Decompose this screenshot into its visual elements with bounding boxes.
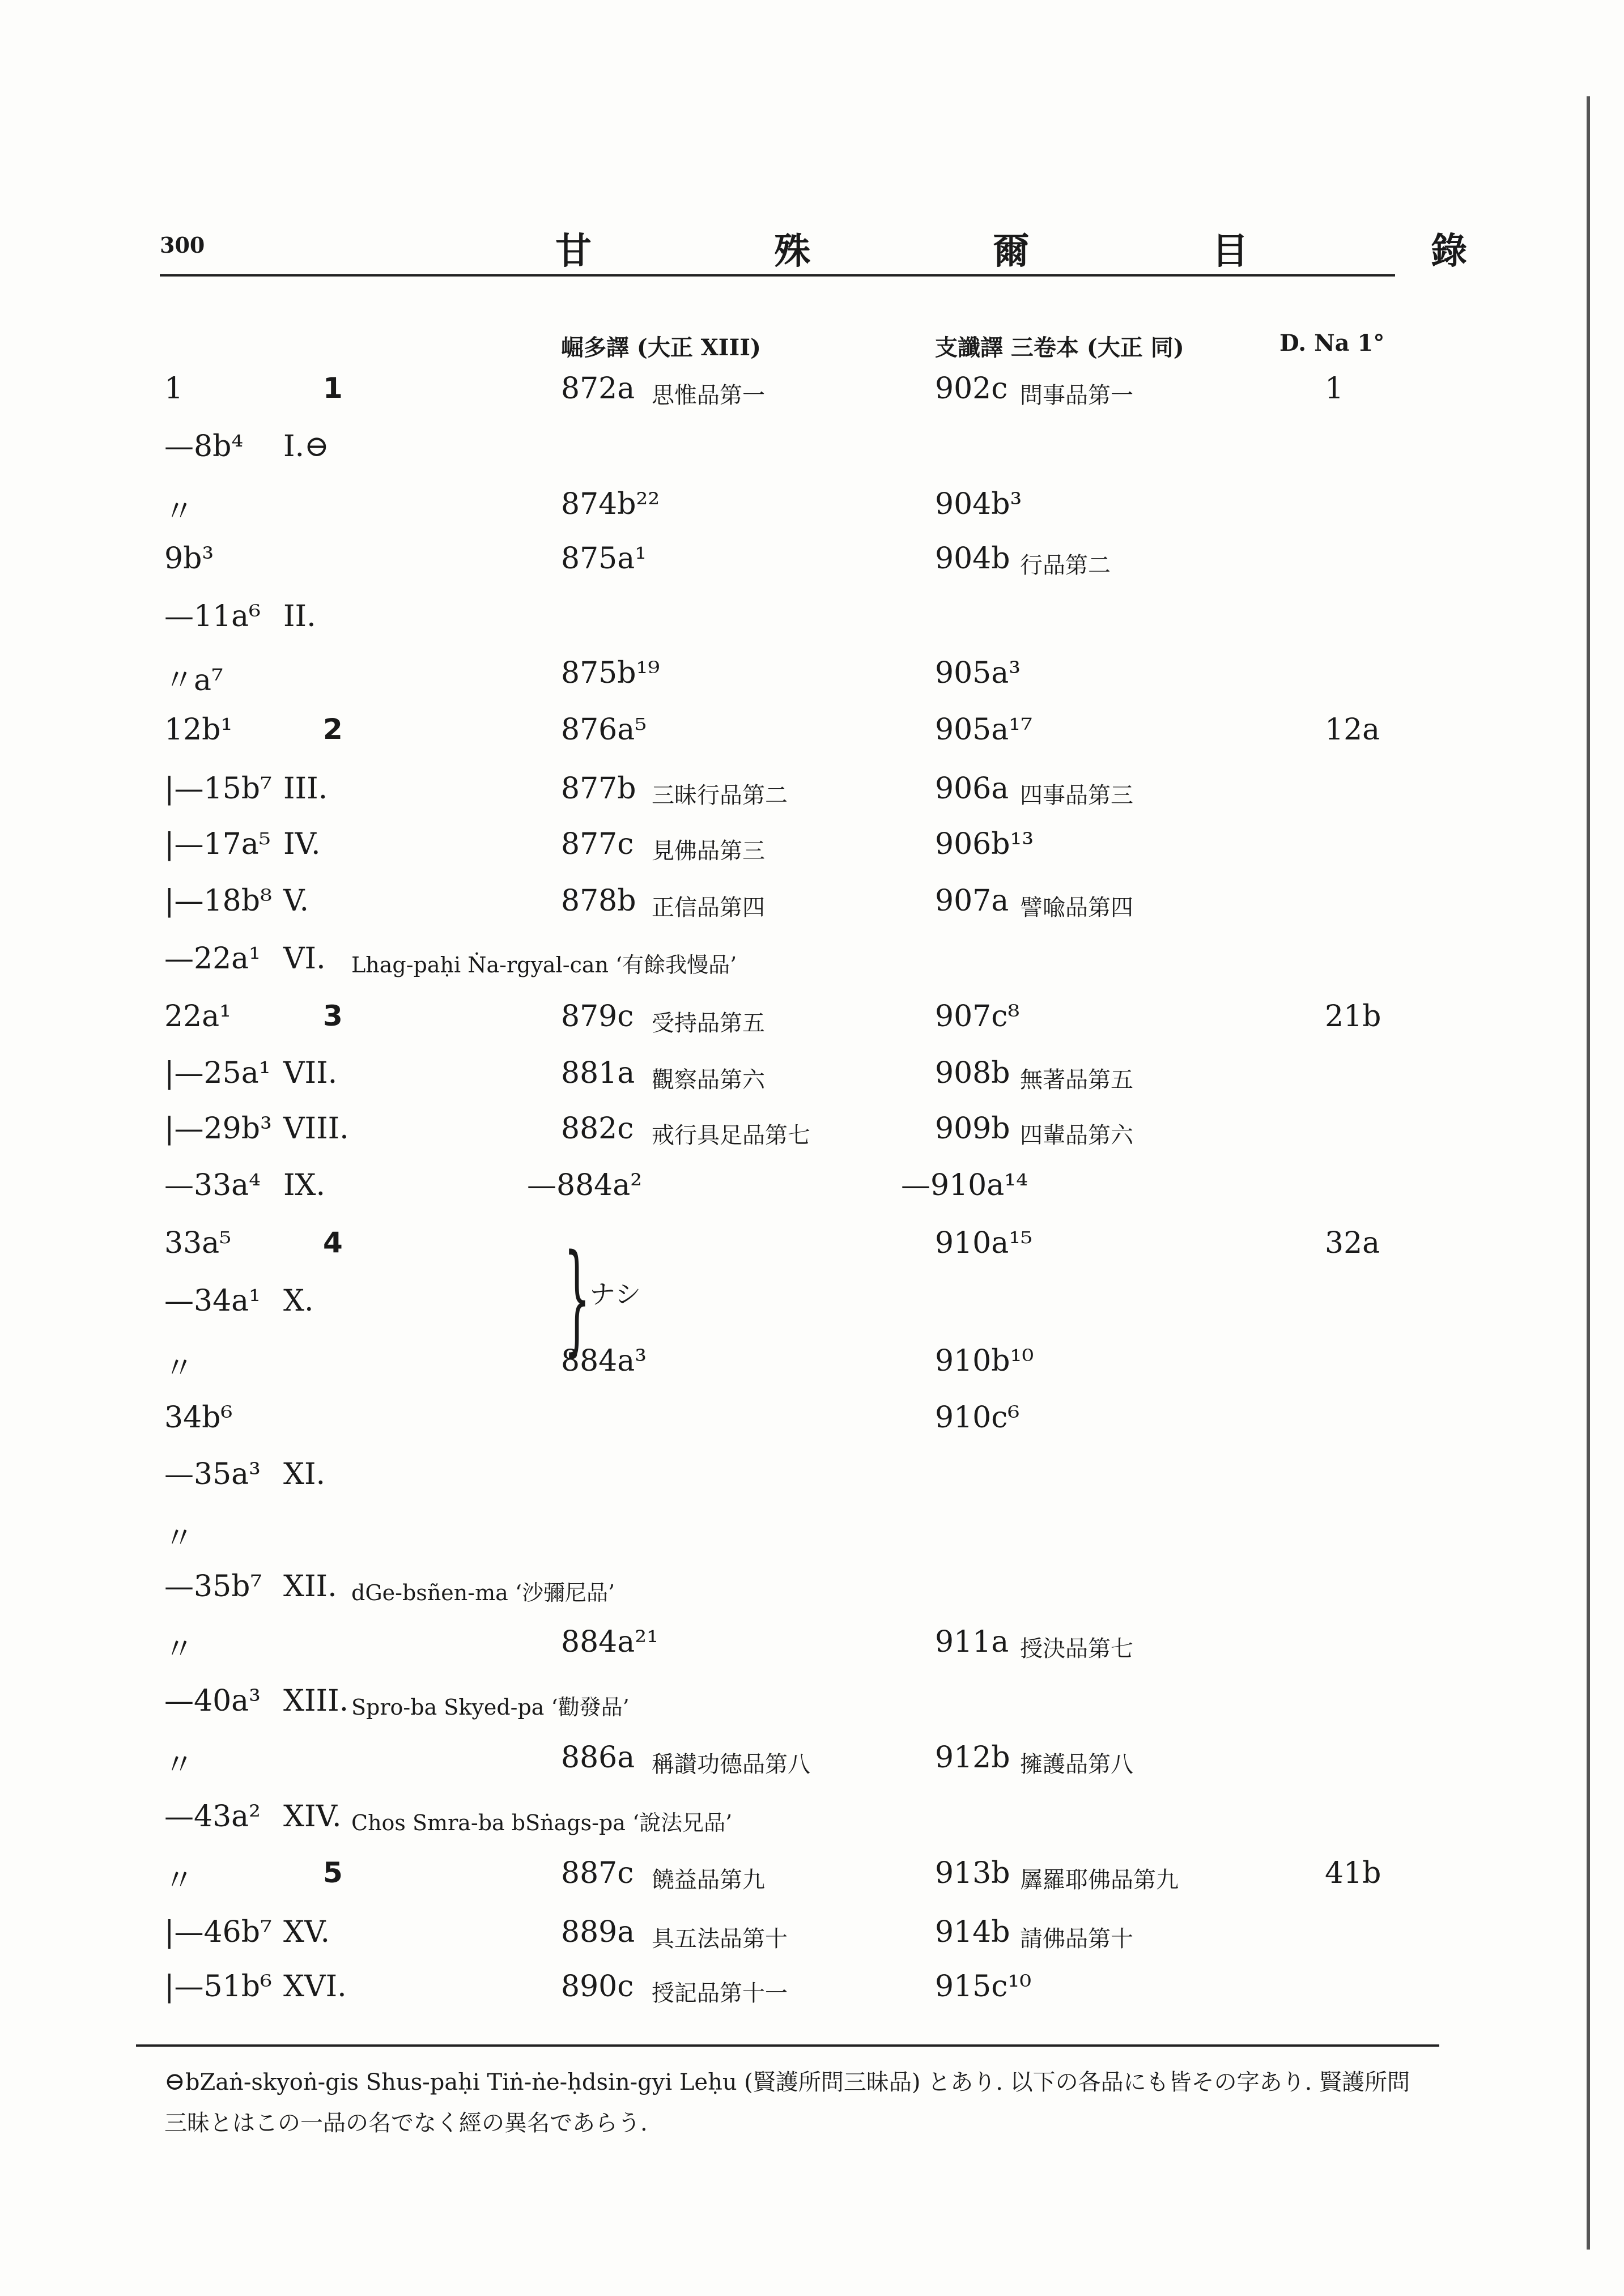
folio-ref: —35a³ <box>164 1457 261 1491</box>
column-header-a: 崛多譯 (大正 XIII) <box>561 334 761 361</box>
folio-ref: 〃 <box>164 1864 194 1898</box>
ref-b: 902c <box>935 372 1008 406</box>
table-row <box>0 1625 1624 1666</box>
title-b: 羼羅耶佛品第九 <box>1020 1867 1179 1893</box>
chapter-number: XV. <box>283 1915 330 1949</box>
footnote-text: bZaṅ-skyoṅ-gis Shus-paḥi Tiṅ-ṅe-ḥdsin-gyi Leḥu (賢護所問三昧品) とあり. 以下の各品にも皆その字あり. 賢護所問三昧とはこの一品の名でなく經の異名であらう. <box>164 2069 1410 2136</box>
volume-number: 5 <box>323 1856 343 1889</box>
table-row <box>0 487 1624 529</box>
table-row <box>0 1112 1624 1149</box>
page-edge <box>1587 96 1590 2250</box>
table-row <box>0 372 1624 409</box>
folio-ref: |—15b⁷ <box>164 772 272 806</box>
ref-b: 904b <box>935 542 1010 576</box>
ref-b: 908b <box>935 1056 1010 1090</box>
running-title: 甘 殊 爾 目 錄 <box>555 230 1553 273</box>
table-row <box>0 542 1624 579</box>
table-row <box>0 1514 1624 1555</box>
chapter-number: XI. <box>283 1457 326 1491</box>
ref-b: 906b¹³ <box>935 827 1034 861</box>
folio-ref: 〃 <box>164 1748 194 1782</box>
table-row <box>0 1284 1624 1318</box>
chapter-number: XII. <box>283 1570 337 1604</box>
ref-a: 890c <box>561 1970 634 2004</box>
chapter-number: VI. <box>283 942 326 976</box>
chapter-title: Chos Smra-ba bSṅags-pa ‘說法兄品’ <box>351 1810 733 1835</box>
ref-b: 910b¹⁰ <box>935 1344 1034 1378</box>
title-a: 戒行具足品第七 <box>652 1123 810 1149</box>
table-row <box>0 1344 1624 1385</box>
table-row <box>0 827 1624 864</box>
chapter-number: VIII. <box>283 1112 349 1146</box>
ref-b: 912b <box>935 1741 1010 1775</box>
chapter-number: III. <box>283 772 328 806</box>
chapter-number: IX. <box>283 1168 326 1202</box>
chapter-number: II. <box>283 599 316 633</box>
ref-b: 910a¹⁵ <box>935 1226 1032 1260</box>
title-b: 行品第二 <box>1020 552 1111 579</box>
header-rule <box>160 274 1395 277</box>
title-a: 授記品第十一 <box>652 1980 788 2006</box>
ref-c: 12a <box>1325 713 1380 747</box>
title-a: 正信品第四 <box>652 895 765 921</box>
footnote <box>164 2061 1428 2144</box>
table-row <box>0 599 1624 633</box>
chapter-number: VII. <box>283 1056 338 1090</box>
table-row <box>0 1457 1624 1491</box>
folio-ref: —35b⁷ <box>164 1570 262 1604</box>
folio-ref: 〃a⁷ <box>164 664 223 698</box>
title-a: 觀察品第六 <box>652 1067 765 1093</box>
brace: } <box>564 1228 590 1367</box>
title-a: 受持品第五 <box>652 1010 765 1036</box>
table-row <box>0 1000 1624 1034</box>
folio-ref: 9b³ <box>164 542 214 576</box>
ref-b: —910a¹⁴ <box>901 1168 1028 1202</box>
title-b: 譬喩品第四 <box>1020 895 1133 921</box>
chapter-number: XIII. <box>283 1684 349 1718</box>
title-b: 無著品第五 <box>1020 1067 1133 1093</box>
table-row <box>0 1226 1624 1260</box>
chapter-number: I.⊖ <box>283 430 329 464</box>
ref-a: 887c <box>561 1856 634 1890</box>
column-header-b: 支讖譯 三卷本 (大正 同) <box>935 334 1184 361</box>
table-row <box>0 1168 1624 1202</box>
ref-b: 915c¹⁰ <box>935 1970 1032 2004</box>
folio-ref: 22a¹ <box>164 1000 232 1034</box>
chapter-title: Spro-ba Skyed-pa ‘勸發品’ <box>351 1695 630 1720</box>
title-a: 稱讃功德品第八 <box>652 1751 810 1778</box>
folio-ref: —8b⁴ <box>164 430 244 464</box>
title-b: 四事品第三 <box>1020 783 1133 809</box>
folio-ref: —43a² <box>164 1800 261 1834</box>
ref-b: 914b <box>935 1915 1010 1949</box>
table-row <box>0 1800 1624 1834</box>
table-row <box>0 656 1624 698</box>
table-row <box>0 1401 1624 1435</box>
ref-a: 882c <box>561 1112 634 1146</box>
ref-b: 913b <box>935 1856 1010 1890</box>
table-row <box>0 1570 1624 1604</box>
ref-a: 876a⁵ <box>561 713 647 747</box>
ref-c: 32a <box>1325 1226 1380 1260</box>
ref-a: 879c <box>561 1000 634 1034</box>
title-b: 問事品第一 <box>1020 382 1133 409</box>
folio-ref: —22a¹ <box>164 942 261 976</box>
ref-b: 905a³ <box>935 656 1021 690</box>
title-a: 具五法品第十 <box>652 1926 788 1952</box>
title-b: 授決品第七 <box>1020 1636 1133 1662</box>
table-row <box>0 430 1624 464</box>
ref-c: 1 <box>1325 372 1344 406</box>
ref-a: 875a¹ <box>561 542 647 576</box>
ref-a: 884a³ <box>561 1344 647 1378</box>
folio-ref: 〃 <box>164 1632 194 1666</box>
table-row <box>0 1684 1624 1718</box>
ref-b: 909b <box>935 1112 1010 1146</box>
folio-ref: —40a³ <box>164 1684 261 1718</box>
chapter-number: XVI. <box>283 1970 347 2004</box>
ref-c: 41b <box>1325 1856 1381 1890</box>
table-row <box>0 942 1624 976</box>
ref-a: 877c <box>561 827 634 861</box>
ref-a: 872a <box>561 372 635 406</box>
folio-ref: |—18b⁸ <box>164 884 272 918</box>
title-b: 擁護品第八 <box>1020 1751 1133 1778</box>
table-row <box>0 1856 1624 1898</box>
table-row <box>0 772 1624 809</box>
ref-b: 910c⁶ <box>935 1401 1020 1435</box>
folio-ref: |—25a¹ <box>164 1056 271 1090</box>
ref-a: 881a <box>561 1056 635 1090</box>
ref-a: 884a²¹ <box>561 1625 658 1659</box>
ref-b: 907a <box>935 884 1009 918</box>
ref-a: 877b <box>561 772 636 806</box>
folio-ref: 〃 <box>164 1351 194 1385</box>
table-row <box>0 1056 1624 1093</box>
volume-number: 3 <box>323 1000 343 1032</box>
title-a: 三昧行品第二 <box>652 783 788 809</box>
chapter-number: IV. <box>283 827 321 861</box>
folio-ref: —34a¹ <box>164 1284 261 1318</box>
folio-ref: 12b¹ <box>164 713 233 747</box>
table-row <box>0 713 1624 747</box>
volume-number: 1 <box>323 372 343 405</box>
title-b: 請佛品第十 <box>1020 1926 1133 1952</box>
footnote-rule <box>136 2044 1439 2047</box>
title-a: 見佛品第三 <box>652 838 765 864</box>
footnote-symbol: ⊖ <box>164 2067 185 2096</box>
table-row <box>0 1741 1624 1782</box>
table-row <box>0 1970 1624 2004</box>
folio-ref: |—29b³ <box>164 1112 272 1146</box>
ref-a: 875b¹⁹ <box>561 656 660 690</box>
table-row <box>0 884 1624 921</box>
volume-number: 4 <box>323 1226 343 1259</box>
folio-ref: 33a⁵ <box>164 1226 232 1260</box>
folio-ref: 〃 <box>164 1521 194 1555</box>
ref-a: 889a <box>561 1915 635 1949</box>
chapter-title: Lhag-paḥi Ṅa-rgyal-can ‘有餘我慢品’ <box>351 953 737 977</box>
chapter-number: X. <box>283 1284 314 1318</box>
folio-ref: |—51b⁶ <box>164 1970 272 2004</box>
ref-a: 878b <box>561 884 636 918</box>
ref-b: 906a <box>935 772 1009 806</box>
ref-b: 904b³ <box>935 487 1022 521</box>
folio-ref: 1 <box>164 372 184 406</box>
folio-ref: —33a⁴ <box>164 1168 261 1202</box>
chapter-title: dGe-bsñen-ma ‘沙彌尼品’ <box>351 1580 615 1605</box>
table-row <box>0 1915 1624 1952</box>
ref-a: 886a <box>561 1741 635 1775</box>
folio-ref: 〃 <box>164 495 194 529</box>
volume-number: 2 <box>323 713 343 746</box>
chapter-number: V. <box>283 884 309 918</box>
ref-b: 911a <box>935 1625 1009 1659</box>
nashi-label: ナシ <box>589 1279 641 1309</box>
folio-ref: |—17a⁵ <box>164 827 271 861</box>
title-a: 思惟品第一 <box>652 382 765 409</box>
title-b: 四輩品第六 <box>1020 1123 1133 1149</box>
chapter-number: XIV. <box>283 1800 342 1834</box>
ref-b: 905a¹⁷ <box>935 713 1032 747</box>
ref-a: 874b²² <box>561 487 660 521</box>
column-header-c: D. Na 1° <box>1279 330 1385 356</box>
page-number: 300 <box>160 232 205 258</box>
ref-b: 907c⁸ <box>935 1000 1020 1034</box>
ref-a: —884a² <box>527 1168 643 1202</box>
folio-ref: |—46b⁷ <box>164 1915 272 1949</box>
title-a: 饒益品第九 <box>652 1867 765 1893</box>
folio-ref: —11a⁶ <box>164 599 261 633</box>
ref-c: 21b <box>1325 1000 1381 1034</box>
folio-ref: 34b⁶ <box>164 1401 233 1435</box>
